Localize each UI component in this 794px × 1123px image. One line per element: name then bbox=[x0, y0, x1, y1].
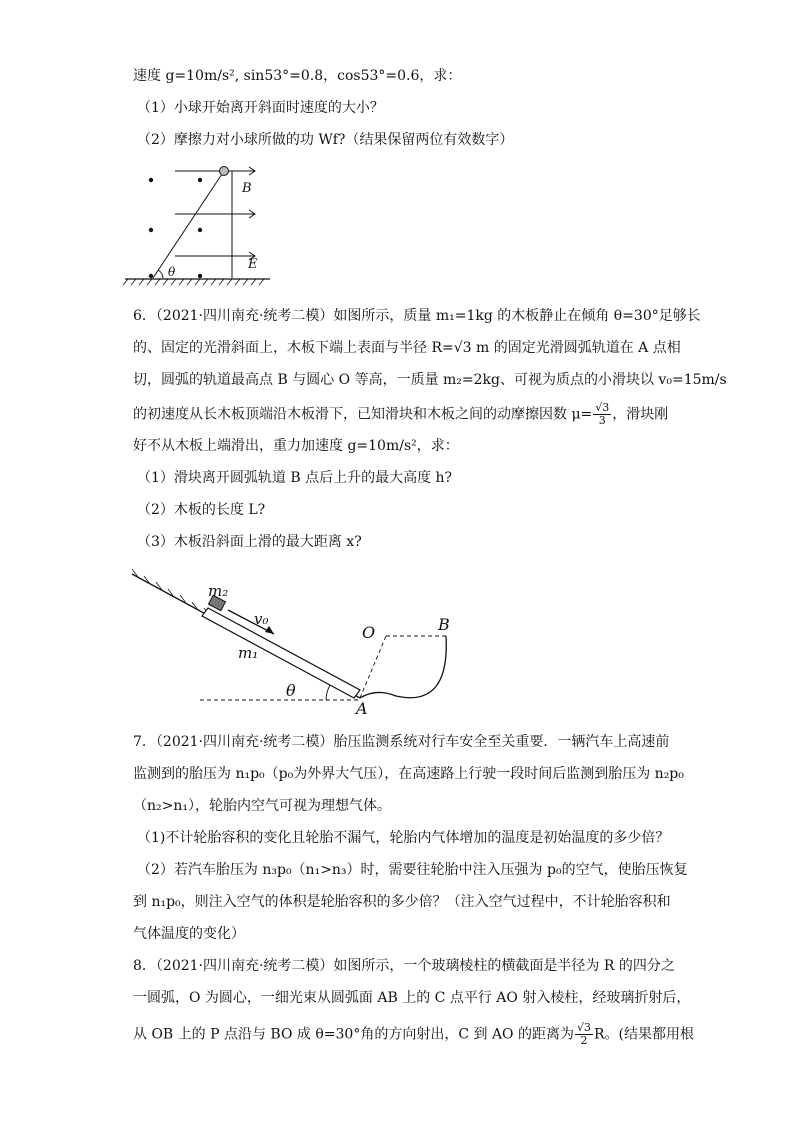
p6-label-O: O bbox=[362, 623, 376, 642]
p6-label-B: B bbox=[438, 615, 450, 634]
p8-line-3-text: 从 OB 上的 P 点沿与 BO 成 θ=30°角的方向射出，C 到 AO 的距离为 bbox=[133, 1026, 574, 1043]
p8-line-1: 8．（2021·四川南充·统考二模）如图所示，一个玻璃棱柱的横截面是半径为 R 的四分之 bbox=[133, 958, 675, 974]
p7-line-3: （n₂>n₁），轮胎内空气可视为理想气体。 bbox=[133, 798, 391, 814]
p5-label-B: B bbox=[242, 181, 252, 196]
p6-label-A: A bbox=[356, 699, 368, 716]
p6-question-2: （2）木板的长度 L? bbox=[137, 502, 266, 518]
p6-line-4-tail: ，滑块刚 bbox=[612, 406, 669, 423]
p8-line-3 bbox=[133, 1022, 694, 1047]
p6-label-m2: m₂ bbox=[208, 582, 229, 600]
p5-label-theta: θ bbox=[168, 265, 176, 279]
p6-line-1: 6．（2021·四川南充·统考二模）如图所示，质量 m₁=1kg 的木板静止在倾角 θ=30°足够长 bbox=[133, 308, 701, 324]
p7-question-2-c: 气体温度的变化） bbox=[133, 926, 245, 942]
p6-line-2: 的、固定的光滑斜面上，木板下端上表面与半径 R=√3 m 的固定光滑圆弧轨道在 A 点相 bbox=[133, 340, 681, 356]
p7-question-2-a: （2）若汽车胎压为 n₃p₀（n₁>n₃）时，需要往轮胎中注入压强为 p₀的空气，使胎压恢复 bbox=[137, 862, 688, 878]
p6-question-1: （1）滑块离开圆弧轨道 B 点后上升的最大高度 h? bbox=[137, 470, 453, 486]
p8-line-3-tail: R。(结果都用根 bbox=[594, 1026, 695, 1043]
p6-line-4 bbox=[133, 402, 668, 427]
p6-label-m1: m₁ bbox=[238, 644, 259, 662]
p8-fraction-denominator: 2 bbox=[580, 1034, 588, 1047]
p7-question-2-b: 到 n₁p₀，则注入空气的体积是轮胎容积的多少倍？（注入空气过程中，不计轮胎容积和 bbox=[133, 894, 671, 910]
p7-line-2: 监测到的胎压为 n₁p₀（p₀为外界大气压），在高速路上行驶一段时间后监测到胎压为 n₂p₀ bbox=[133, 766, 684, 782]
p5-continued-text: 速度 g=10m/s², sin53°=0.8，cos53°=0.6，求： bbox=[133, 68, 462, 84]
p5-question-1: （1）小球开始离开斜面时速度的大小？ bbox=[137, 100, 384, 116]
p7-line-1: 7．（2021·四川南充·统考二模）胎压监测系统对行车安全至关重要．一辆汽车上高速前 bbox=[133, 734, 670, 750]
p6-figure bbox=[128, 566, 468, 716]
p6-line-5: 好不从木板上端滑出，重力加速度 g=10m/s²，求： bbox=[133, 438, 459, 454]
p8-distance-fraction bbox=[575, 1022, 593, 1047]
p6-line-4-text: 的初速度从长木板顶端沿木板滑下，已知滑块和木板之间的动摩擦因数 μ= bbox=[133, 406, 593, 423]
p7-question-1: （1)不计轮胎容积的变化且轮胎不漏气，轮胎内气体增加的温度是初始温度的多少倍？ bbox=[137, 830, 670, 846]
p8-line-2: 一圆弧，O 为圆心，一细光束从圆弧面 AB 上的 C 点平行 AO 射入棱柱，经玻璃折射后， bbox=[133, 990, 691, 1006]
p8-fraction-numerator: √3 bbox=[577, 1021, 592, 1034]
p5-label-E: E bbox=[248, 257, 258, 272]
p6-mu-numerator: √3 bbox=[595, 401, 610, 414]
p6-label-theta: θ bbox=[286, 681, 296, 700]
p5-figure bbox=[120, 158, 280, 290]
p6-question-3: （3）木板沿斜面上滑的最大距离 x? bbox=[137, 534, 362, 550]
p6-mu-fraction bbox=[593, 402, 611, 427]
p5-question-2: （2）摩擦力对小球所做的功 Wf?（结果保留两位有效数字） bbox=[137, 132, 514, 148]
p6-label-v0: v₀ bbox=[254, 610, 269, 628]
p6-line-3: 切，圆弧的轨道最高点 B 与圆心 O 等高，一质量 m₂=2kg、可视为质点的小滑块以 v₀=15m/s bbox=[133, 372, 727, 388]
p6-mu-denominator: 3 bbox=[598, 414, 606, 427]
